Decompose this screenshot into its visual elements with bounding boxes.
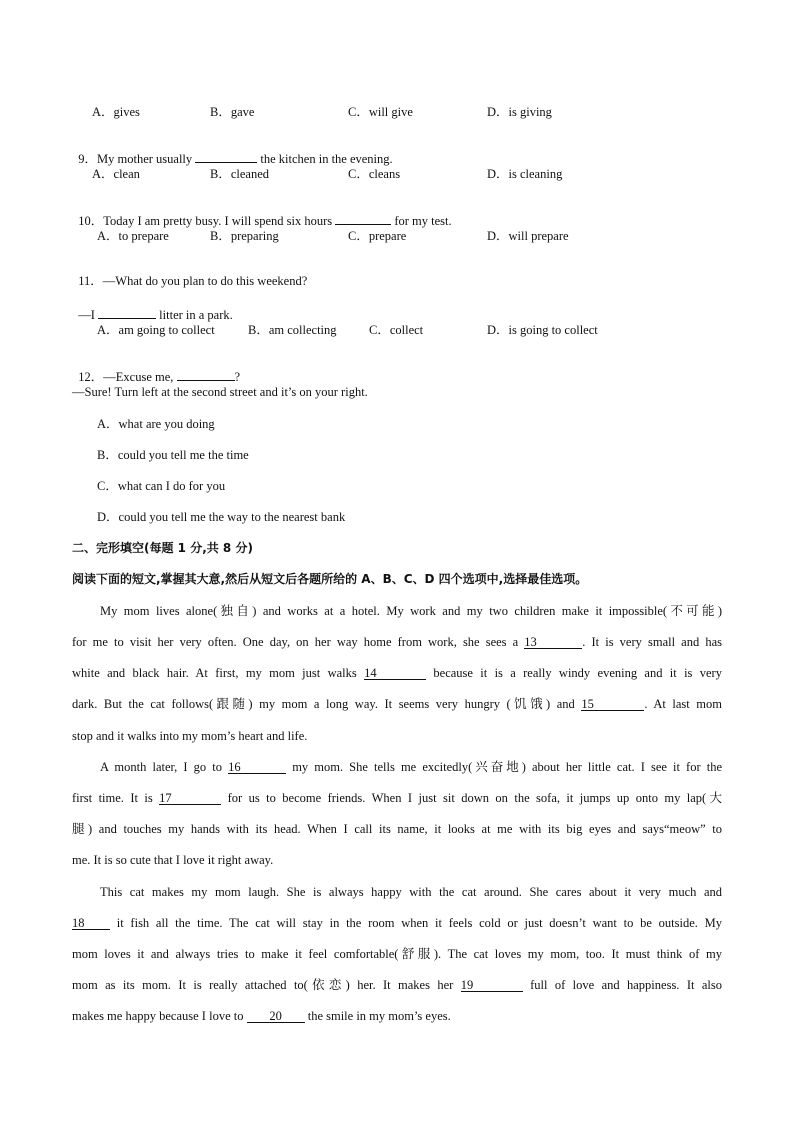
q12-stem xyxy=(72,355,240,383)
q11-option-c: C．collect xyxy=(369,323,424,337)
blank-19-number: 19 xyxy=(460,978,474,992)
passage-p2-line3: 腿) and touches my hands with its head. When I call its name, it looks at me with its big eyes and says“meow” to xyxy=(72,822,722,836)
q9-number: 9． xyxy=(78,151,98,166)
blank-15 xyxy=(581,698,644,711)
q11-line1: —What do you plan to do this weekend? xyxy=(102,273,308,288)
passage-p3-line1: This cat makes my mom laugh. She is always happy with the cat around. She cares about it very much and xyxy=(100,885,722,899)
q11-blank xyxy=(98,306,156,319)
passage-p1-line3: white and black hair. At first, my mom just walks 14 because it is a really windy evening and it is very xyxy=(72,666,722,680)
blank-13 xyxy=(524,636,582,649)
q12-number: 12． xyxy=(78,369,104,384)
blank-17 xyxy=(159,792,221,805)
q12-reply: —Sure! Turn left at the second street and it’s on your right. xyxy=(72,385,368,399)
blank-20 xyxy=(247,1010,305,1023)
blank-20-number: 20 xyxy=(269,1009,282,1023)
q12-option-c: C．what can I do for you xyxy=(97,479,226,493)
q11-reply xyxy=(72,293,233,321)
q11-option-b: B．am collecting xyxy=(248,323,337,337)
q9-text-before: My mother usually xyxy=(97,151,196,166)
q11-text-after: litter in a park. xyxy=(156,307,233,322)
q9-option-a: A．clean xyxy=(92,167,140,181)
q12-text-after: ? xyxy=(234,369,241,384)
q9-text-after: the kitchen in the evening. xyxy=(257,151,393,166)
passage-p3-line2: 18 it fish all the time. The cat will stay in the room when it feels cold or just doesn’t want to be outside. My xyxy=(72,916,722,930)
q9-blank xyxy=(195,150,257,163)
blank-18 xyxy=(72,917,110,930)
passage-p1-line5: stop and it walks into my mom’s heart and life. xyxy=(72,729,308,743)
passage-p1-line4: dark. But the cat follows(跟随) my mom a long way. It seems very hungry (饥饿) and 15 . At last mom xyxy=(72,697,722,711)
section-instruction: 阅读下面的短文,掌握其大意,然后从短文后各题所给的 A、B、C、D 四个选项中,选择最佳选项。 xyxy=(72,572,588,586)
q10-stem xyxy=(72,199,452,227)
q10-text-after: for my test. xyxy=(391,213,452,228)
section-title: 二、完形填空(每题 1 分,共 8 分) xyxy=(72,541,253,555)
q10-number: 10． xyxy=(78,213,104,228)
q10-blank xyxy=(335,212,391,225)
blank-14-number: 14 xyxy=(364,666,377,680)
q11-option-d: D．is going to collect xyxy=(487,323,598,337)
passage-p2-line2: first time. It is 17 for us to become friends. When I just sit down on the sofa, it jumps up onto my lap(大 xyxy=(72,791,723,805)
passage-p2-line1: A month later, I go to 16 my mom. She tells me excitedly(兴奋地) about her little cat. I see it for the xyxy=(100,760,722,774)
blank-16-number: 16 xyxy=(228,760,241,774)
blank-17-number: 17 xyxy=(159,791,172,805)
q11-number: 11． xyxy=(78,273,103,288)
blank-18-number: 18 xyxy=(72,916,85,930)
q10-option-c: C．prepare xyxy=(348,229,407,243)
passage-p3-line5: makes me happy because I love to 20 the smile in my mom’s eyes. xyxy=(72,1009,451,1023)
q12-option-b: B．could you tell me the time xyxy=(97,448,249,462)
passage-p1-line2: for me to visit her very often. One day, on her way home from work, she sees a 13 . It is very small and has xyxy=(72,635,722,649)
passage-p2-line4: me. It is so cute that I love it right away. xyxy=(72,853,274,867)
q10-option-a: A．to prepare xyxy=(97,229,169,243)
q8-option-c: C．will give xyxy=(348,105,413,119)
q9-stem xyxy=(72,137,393,165)
q12-blank xyxy=(177,368,235,381)
q8-option-d: D．is giving xyxy=(487,105,552,119)
q12-option-d: D．could you tell me the way to the nearest bank xyxy=(97,510,346,524)
passage-p1-line1: My mom lives alone(独自) and works at a hotel. My work and my two children make it impossible(不可能) xyxy=(100,604,722,618)
q12-text-before: —Excuse me, xyxy=(103,369,177,384)
blank-14 xyxy=(364,667,426,680)
q9-option-d: D．is cleaning xyxy=(487,167,563,181)
q8-option-b: B．gave xyxy=(210,105,255,119)
q9-option-b: B．cleaned xyxy=(210,167,270,181)
passage-p3-line3: mom loves it and always tries to make it feel comfortable(舒服). The cat loves my mom, too. It must think of my xyxy=(72,947,722,961)
q11-stem xyxy=(72,262,307,287)
q11-option-a: A．am going to collect xyxy=(97,323,215,337)
q10-text-before: Today I am pretty busy. I will spend six hours xyxy=(103,213,336,228)
q11-text-before: —I xyxy=(78,307,99,322)
q10-option-b: B．preparing xyxy=(210,229,279,243)
blank-13-number: 13 xyxy=(524,635,537,649)
q8-option-a: A．gives xyxy=(92,105,140,119)
blank-19 xyxy=(461,979,523,992)
q12-option-a: A．what are you doing xyxy=(97,417,215,431)
q9-option-c: C．cleans xyxy=(348,167,401,181)
passage-p3-line4: mom as its mom. It is really attached to(依恋) her. It makes her 19 full of love and happiness. It also xyxy=(72,978,722,992)
q10-option-d: D．will prepare xyxy=(487,229,569,243)
blank-15-number: 15 xyxy=(581,697,594,711)
blank-16 xyxy=(228,761,286,774)
